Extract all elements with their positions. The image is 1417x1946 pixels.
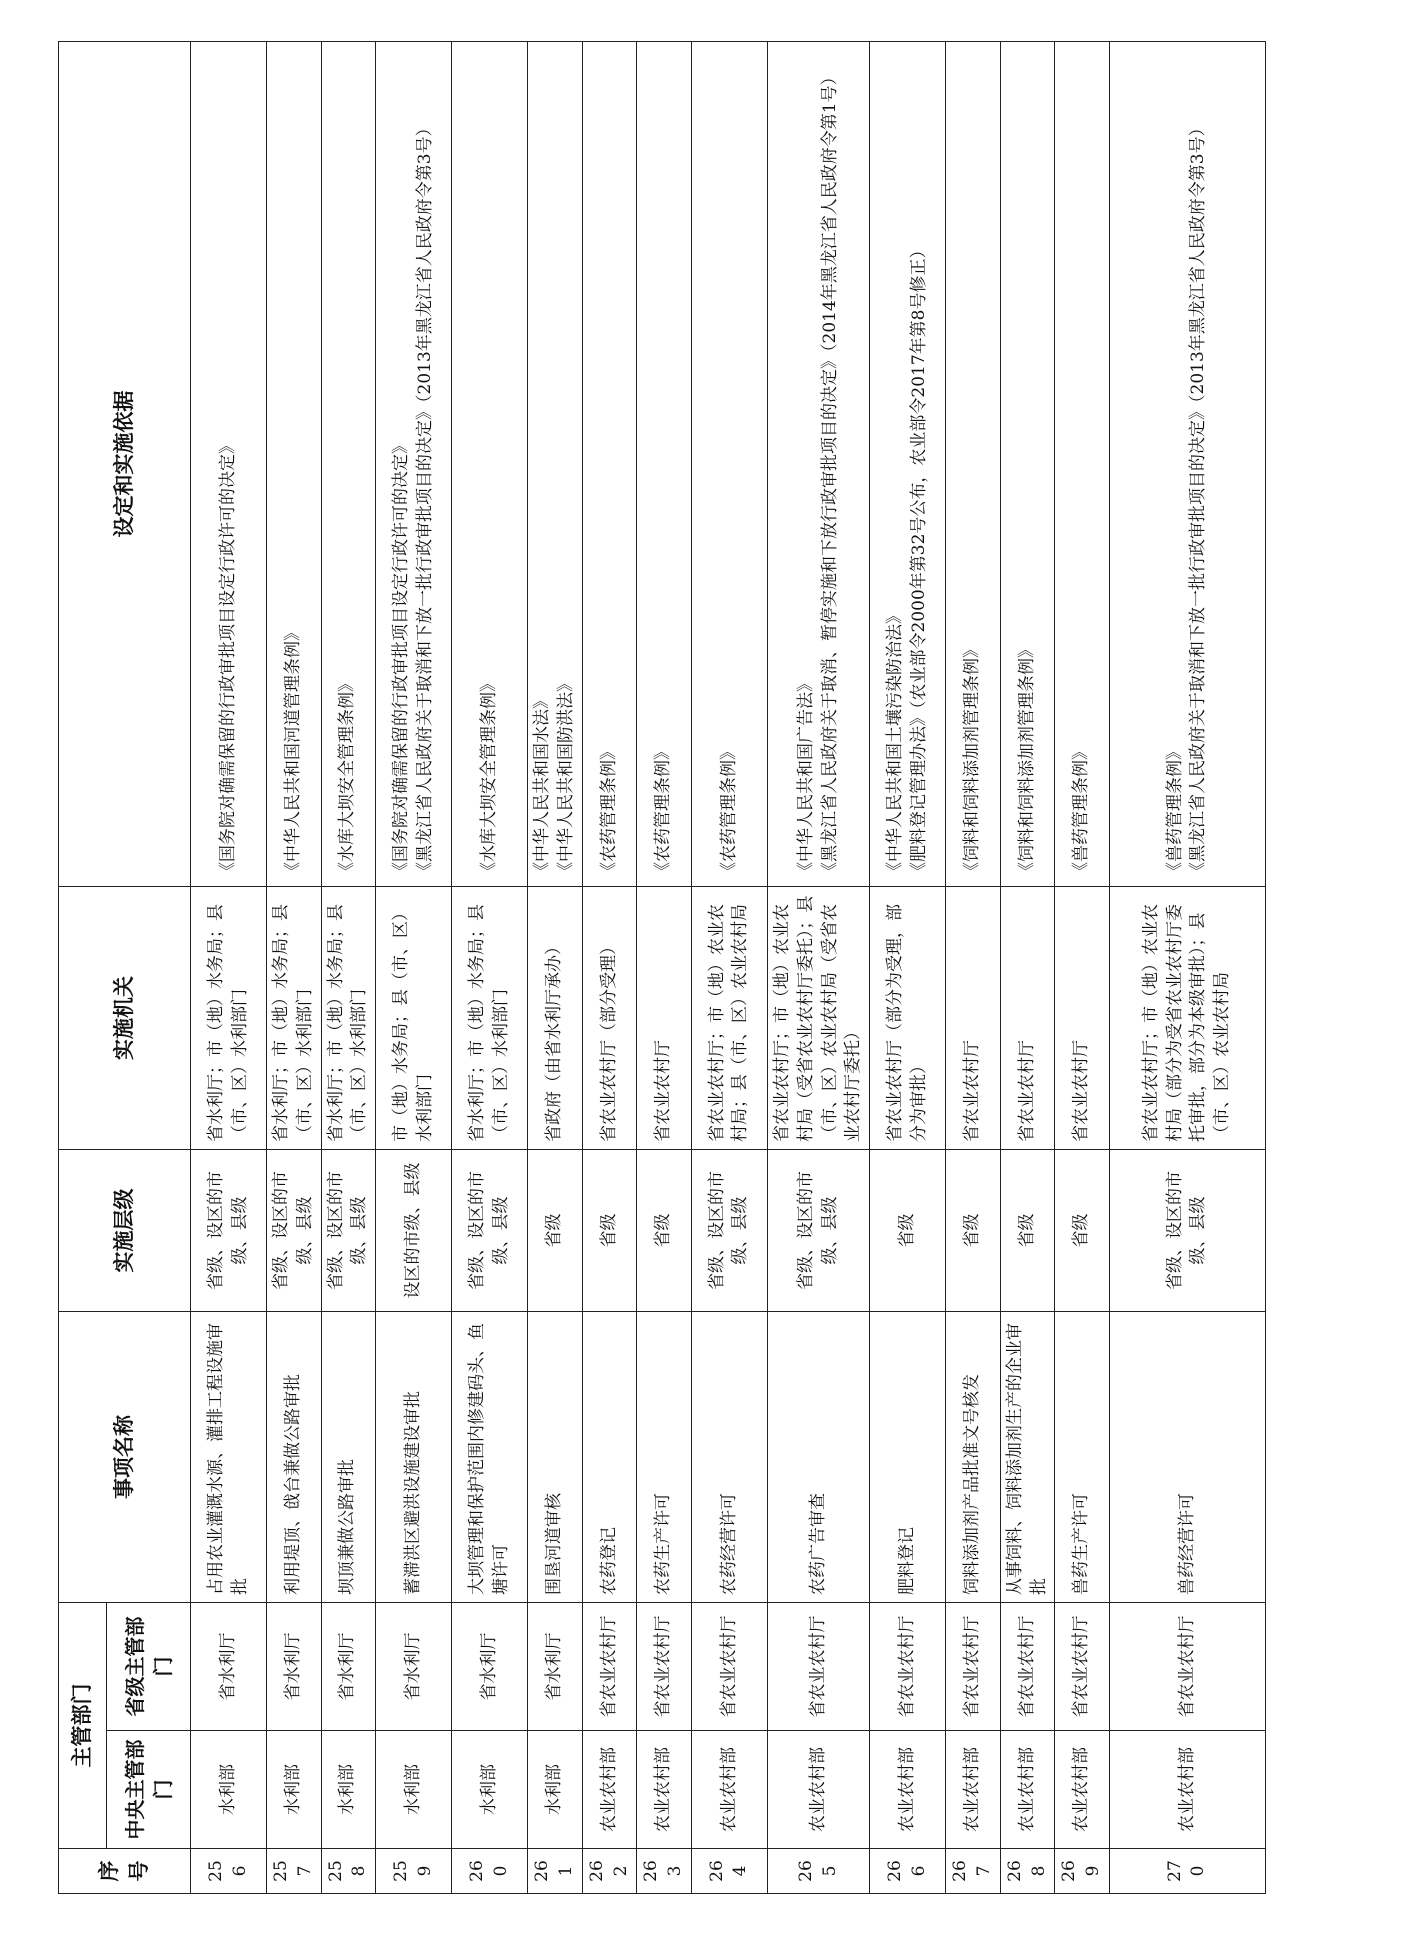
row-level: 省级: [946, 1150, 1001, 1312]
row-central-dept: 水利部: [191, 1731, 267, 1849]
row-basis: 《农药管理条例》: [582, 42, 637, 887]
row-level: 设区的市级、县级: [376, 1150, 452, 1312]
header-provincial-dept: 省级主管部门: [107, 1603, 191, 1731]
row-item-name: 坝顶兼做公路审批: [321, 1312, 376, 1603]
header-basis: 设定和实施依据: [59, 42, 191, 887]
row-item-name: 农药登记: [582, 1312, 637, 1603]
row-item-name: 占用农业灌溉水源、灌排工程设施审批: [191, 1312, 267, 1603]
row-basis: 《农药管理条例》: [637, 42, 692, 887]
table-row: [267, 42, 322, 1894]
row-basis: 《水库大坝安全管理条例》: [452, 42, 528, 887]
row-level: 省级: [528, 1150, 583, 1312]
row-central-dept: 水利部: [321, 1731, 376, 1849]
row-level: 省级: [582, 1150, 637, 1312]
row-item-name: 饲料添加剂产品批准文号核发: [946, 1312, 1001, 1603]
row-seq: 261: [528, 1849, 583, 1894]
row-level: 省级: [637, 1150, 692, 1312]
row-item-name: 农药生产许可: [637, 1312, 692, 1603]
row-provincial-dept: 省水利厅: [191, 1603, 267, 1731]
row-central-dept: 水利部: [452, 1731, 528, 1849]
header-item-name: 事项名称: [59, 1312, 191, 1603]
row-central-dept: 水利部: [528, 1731, 583, 1849]
row-item-name: 利用堤顶、戗台兼做公路审批: [267, 1312, 322, 1603]
row-provincial-dept: 省农业农村厅: [870, 1603, 946, 1731]
row-basis: 《中华人民共和国土壤污染防治法》 《肥料登记管理办法》（农业部令2000年第32号公布，农业部令2017年第8号修正）: [870, 42, 946, 887]
table-row: [637, 42, 692, 1894]
header-authority: 实施机关: [59, 887, 191, 1150]
table-row: [870, 42, 946, 1894]
row-seq: 269: [1055, 1849, 1110, 1894]
row-item-name: 肥料登记: [870, 1312, 946, 1603]
row-basis: 《农药管理条例》: [691, 42, 767, 887]
row-basis: 《饲料和饲料添加剂管理条例》: [1000, 42, 1055, 887]
row-authority: 省政府（由省水利厅承办）: [528, 887, 583, 1150]
row-central-dept: 农业农村部: [1055, 1731, 1110, 1849]
row-level: 省级、设区的市级、县级: [767, 1150, 869, 1312]
row-provincial-dept: 省农业农村厅: [691, 1603, 767, 1731]
row-seq: 260: [452, 1849, 528, 1894]
row-central-dept: 水利部: [376, 1731, 452, 1849]
row-provincial-dept: 省水利厅: [267, 1603, 322, 1731]
row-authority: 省农业农村厅: [946, 887, 1001, 1150]
row-provincial-dept: 省农业农村厅: [637, 1603, 692, 1731]
row-provincial-dept: 省农业农村厅: [946, 1603, 1001, 1731]
row-central-dept: 农业农村部: [946, 1731, 1001, 1849]
row-level: 省级: [1000, 1150, 1055, 1312]
row-authority: 省水利厅；市（地）水务局；县（市、区）水利部门: [267, 887, 322, 1150]
row-seq: 264: [691, 1849, 767, 1894]
table-row: [1055, 42, 1110, 1894]
row-provincial-dept: 省农业农村厅: [582, 1603, 637, 1731]
row-seq: 265: [767, 1849, 869, 1894]
row-item-name: 从事饲料、饲料添加剂生产的企业审批: [1000, 1312, 1055, 1603]
row-level: 省级、设区的市级、县级: [191, 1150, 267, 1312]
row-authority: 省农业农村厅；市（地）农业农村局；县（市、区）农业农村局: [691, 887, 767, 1150]
row-item-name: 围垦河道审核: [528, 1312, 583, 1603]
row-authority: 省农业农村厅（部分为受理，部分为审批）: [870, 887, 946, 1150]
row-authority: 省农业农村厅；市（地）农业农村局（部分为受省农业农村厅委托审批，部分为本级审批）；县（市、区）农业农村局: [1109, 887, 1265, 1150]
row-central-dept: 农业农村部: [582, 1731, 637, 1849]
row-provincial-dept: 省农业农村厅: [767, 1603, 869, 1731]
row-basis: 《饲料和饲料添加剂管理条例》: [946, 42, 1001, 887]
row-item-name: 农药广告审查: [767, 1312, 869, 1603]
row-level: 省级: [1055, 1150, 1110, 1312]
row-seq: 267: [946, 1849, 1001, 1894]
row-provincial-dept: 省水利厅: [452, 1603, 528, 1731]
approval-items-table: [58, 41, 1266, 1894]
row-seq: 258: [321, 1849, 376, 1894]
table-row: [1000, 42, 1055, 1894]
row-provincial-dept: 省水利厅: [321, 1603, 376, 1731]
row-authority: 省水利厅；市（地）水务局；县（市、区）水利部门: [452, 887, 528, 1150]
row-provincial-dept: 省农业农村厅: [1055, 1603, 1110, 1731]
row-basis: 《中华人民共和国河道管理条例》: [267, 42, 322, 887]
row-seq: 262: [582, 1849, 637, 1894]
row-seq: 259: [376, 1849, 452, 1894]
row-central-dept: 农业农村部: [691, 1731, 767, 1849]
row-authority: 省农业农村厅: [1055, 887, 1110, 1150]
table-row: [191, 42, 267, 1894]
row-item-name: 兽药生产许可: [1055, 1312, 1110, 1603]
row-level: 省级、设区的市级、县级: [267, 1150, 322, 1312]
row-provincial-dept: 省水利厅: [528, 1603, 583, 1731]
table-body: [191, 42, 1266, 1894]
row-seq: 266: [870, 1849, 946, 1894]
table-row: [376, 42, 452, 1894]
row-basis: 《中华人民共和国广告法》 《黑龙江省人民政府关于取消、暂停实施和下放行政审批项目的决定》（2014年黑龙江省人民政府令第1号）: [767, 42, 869, 887]
row-basis: 《兽药管理条例》: [1055, 42, 1110, 887]
header-seq: 序号: [59, 1849, 191, 1894]
row-item-name: 农药经营许可: [691, 1312, 767, 1603]
row-authority: 省水利厅；市（地）水务局；县（市、区）水利部门: [191, 887, 267, 1150]
row-central-dept: 农业农村部: [1109, 1731, 1265, 1849]
row-basis: 《中华人民共和国水法》 《中华人民共和国防洪法》: [528, 42, 583, 887]
table-row: [691, 42, 767, 1894]
row-central-dept: 农业农村部: [870, 1731, 946, 1849]
header-level: 实施层级: [59, 1150, 191, 1312]
row-authority: 市（地）水务局；县（市、区）水利部门: [376, 887, 452, 1150]
row-basis: 《兽药管理条例》 《黑龙江省人民政府关于取消和下放一批行政审批项目的决定》（2013年黑龙江省人民政府令第3号）: [1109, 42, 1265, 887]
table-row: [528, 42, 583, 1894]
row-seq: 256: [191, 1849, 267, 1894]
row-level: 省级、设区的市级、县级: [321, 1150, 376, 1312]
row-item-name: 蓄滞洪区避洪设施建设审批: [376, 1312, 452, 1603]
row-level: 省级、设区的市级、县级: [691, 1150, 767, 1312]
row-provincial-dept: 省水利厅: [376, 1603, 452, 1731]
row-item-name: 大坝管理和保护范围内修建码头、鱼塘许可: [452, 1312, 528, 1603]
row-central-dept: 农业农村部: [1000, 1731, 1055, 1849]
row-provincial-dept: 省农业农村厅: [1000, 1603, 1055, 1731]
row-authority: 省农业农村厅: [1000, 887, 1055, 1150]
row-item-name: 兽药经营许可: [1109, 1312, 1265, 1603]
row-provincial-dept: 省农业农村厅: [1109, 1603, 1265, 1731]
table-row: [582, 42, 637, 1894]
table-row: [452, 42, 528, 1894]
row-central-dept: 农业农村部: [767, 1731, 869, 1849]
table-row: [321, 42, 376, 1894]
row-seq: 263: [637, 1849, 692, 1894]
row-seq: 268: [1000, 1849, 1055, 1894]
table-row: [1109, 42, 1265, 1894]
row-level: 省级: [870, 1150, 946, 1312]
row-central-dept: 水利部: [267, 1731, 322, 1849]
row-level: 省级、设区的市级、县级: [1109, 1150, 1265, 1312]
table-row: [946, 42, 1001, 1894]
row-authority: 省农业农村厅（部分受理）: [582, 887, 637, 1150]
row-seq: 257: [267, 1849, 322, 1894]
header-dept-group: 主管部门: [59, 1603, 107, 1849]
row-seq: 270: [1109, 1849, 1265, 1894]
row-basis: 《国务院对确需保留的行政审批项目设定行政许可的决定》 《黑龙江省人民政府关于取消和下放一批行政审批项目的决定》（2013年黑龙江省人民政府令第3号）: [376, 42, 452, 887]
row-central-dept: 农业农村部: [637, 1731, 692, 1849]
row-basis: 《水库大坝安全管理条例》: [321, 42, 376, 887]
row-authority: 省水利厅；市（地）水务局；县（市、区）水利部门: [321, 887, 376, 1150]
header-central-dept: 中央主管部门: [107, 1731, 191, 1849]
header-row-1: [59, 42, 107, 1894]
table-row: [767, 42, 869, 1894]
row-level: 省级、设区的市级、县级: [452, 1150, 528, 1312]
row-authority: 省农业农村厅: [637, 887, 692, 1150]
row-authority: 省农业农村厅；市（地）农业农村局（受省农业农村厅委托）；县（市、区）农业农村局（受省农业农村厅委托）: [767, 887, 869, 1150]
row-basis: 《国务院对确需保留的行政审批项目设定行政许可的决定》: [191, 42, 267, 887]
